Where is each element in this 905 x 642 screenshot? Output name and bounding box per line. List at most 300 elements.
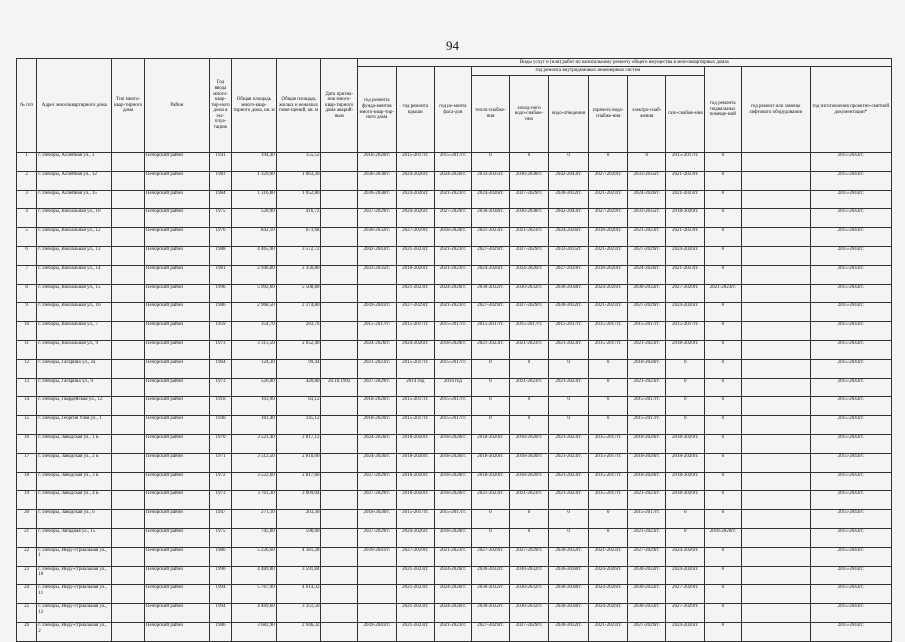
row-cold-water: 2027-2029гг.: [510, 303, 549, 322]
row-gas: 2018-2020гг.: [666, 340, 705, 359]
row-number: 26: [17, 622, 37, 641]
row-total-area: 2 946,00: [232, 265, 277, 284]
row-facade: 2021-2023гг.: [435, 246, 472, 265]
row-gas: 2015-2017гг.: [666, 153, 705, 172]
row-heat: 2027-2029гг.: [471, 547, 510, 566]
row-electric: 2024-2026гг.: [627, 265, 666, 284]
row-cold-water: 2027-2029гг.: [510, 547, 549, 566]
header-facade: год ре-монта фаса-дов: [435, 67, 472, 153]
row-facade: 2021-2023гг.: [435, 547, 472, 566]
header-district: Район: [144, 59, 209, 153]
row-gas: 2021-2023гг.: [666, 228, 705, 247]
row-docs: 2015-2043гг.: [810, 284, 891, 303]
row-roof: 2024-2026гг.: [396, 190, 435, 209]
row-docs: 2015-2043гг.: [810, 472, 891, 491]
row-date-recog: [321, 622, 358, 641]
row-date-recog: [321, 453, 358, 472]
row-docs: 2015-2043гг.: [810, 416, 891, 435]
row-type: [112, 303, 144, 322]
row-type: [112, 265, 144, 284]
table-row: [17, 604, 892, 623]
row-basement: 0: [705, 434, 742, 453]
row-roof: 2024-2026гг.: [396, 340, 435, 359]
row-number: 23: [17, 566, 37, 585]
row-address: г. Печоры, Заводская ул., 2 Б: [37, 453, 112, 472]
row-year-built: 1996: [209, 284, 231, 303]
row-type: [112, 322, 144, 341]
row-facade: 2024-2026гг.: [435, 566, 472, 585]
row-type: [112, 171, 144, 190]
row-year-built: 1986: [209, 303, 231, 322]
row-res-area: 673,68: [276, 228, 321, 247]
row-sewer: 2027-2029гг.: [548, 265, 589, 284]
row-sewer: 2015-2017гг.: [548, 322, 589, 341]
row-lift: [741, 453, 810, 472]
row-total-area: 520,90: [232, 209, 277, 228]
row-address: г. Печоры, Вокзальная ул., 10: [37, 209, 112, 228]
row-lift: [741, 340, 810, 359]
row-basement: 0: [705, 397, 742, 416]
row-district: Печорский район: [144, 284, 209, 303]
row-date-recog: [321, 510, 358, 529]
header-foundation: год ремонта фунда-ментов много-квар-тир-ного дома: [357, 67, 396, 153]
row-roof: 2027-2029гг.: [396, 303, 435, 322]
row-facade: 2018-2020гг.: [435, 472, 472, 491]
row-hot-water: 0: [589, 397, 628, 416]
row-address: г. Печоры, Вокзальная ул., 16: [37, 303, 112, 322]
header-address: Адрес многоквартирного дома: [37, 59, 112, 153]
row-total-area: 4 465,90: [232, 246, 277, 265]
row-hot-water: 2015-2017гг.: [589, 491, 628, 510]
row-electric: 2033-2035гг.: [627, 209, 666, 228]
row-district: Печорский район: [144, 491, 209, 510]
row-sewer: 2036-2038гг.: [548, 604, 589, 623]
row-cold-water: 2021-2023гг.: [510, 228, 549, 247]
row-cold-water: 2027-2029гг.: [510, 622, 549, 641]
row-lift: [741, 416, 810, 435]
row-electric: 2030-2032гг.: [627, 284, 666, 303]
row-docs: 2015-2043гг.: [810, 322, 891, 341]
row-date-recog: [321, 246, 358, 265]
row-gas: 2027-2029гг.: [666, 604, 705, 623]
row-gas: 0: [666, 528, 705, 547]
row-year-built: 1986: [209, 622, 231, 641]
row-total-area: 271,10: [232, 510, 277, 529]
row-type: [112, 153, 144, 172]
row-number: 16: [17, 434, 37, 453]
row-district: Печорский район: [144, 171, 209, 190]
row-sewer: 0: [548, 397, 589, 416]
table-row: [17, 622, 892, 641]
row-roof: 2015-2017гг.: [396, 359, 435, 378]
row-lift: [741, 265, 810, 284]
row-total-area: 526,00: [232, 378, 277, 397]
row-district: Печорский район: [144, 246, 209, 265]
row-heat: 2021-2023гг.: [471, 340, 510, 359]
row-facade: 2015-2017гг.: [435, 397, 472, 416]
row-gas: 2018-2020гг.: [666, 434, 705, 453]
table-row: [17, 228, 892, 247]
row-res-area: 283,76: [276, 322, 321, 341]
row-type: [112, 397, 144, 416]
row-res-area: 203,30: [276, 510, 321, 529]
header-basement: год ремонта подвальных помеще-ний: [705, 67, 742, 153]
row-date-recog: 20.10.1992: [321, 378, 358, 397]
row-type: [112, 510, 144, 529]
row-gas: 2018-2020гг.: [666, 472, 705, 491]
row-gas: 0: [666, 416, 705, 435]
row-number: 25: [17, 604, 37, 623]
row-address: г. Печоры, Георгия Улея ул., 1: [37, 416, 112, 435]
row-total-area: 3 315,50: [232, 340, 277, 359]
row-gas: 0: [666, 359, 705, 378]
row-res-area: 3 591,84: [276, 566, 321, 585]
row-electric: 2027-2029гг.: [627, 246, 666, 265]
row-basement: 0: [705, 190, 742, 209]
row-type: [112, 359, 144, 378]
row-cold-water: 2015-2017гг.: [510, 322, 549, 341]
row-type: [112, 491, 144, 510]
row-cold-water: 2030-2032гг.: [510, 284, 549, 303]
row-electric: 2030-2032гг.: [627, 604, 666, 623]
row-date-recog: [321, 209, 358, 228]
row-res-area: 83,12: [276, 397, 321, 416]
row-district: Печорский район: [144, 153, 209, 172]
row-year-built: 1986: [209, 547, 231, 566]
row-type: [112, 228, 144, 247]
row-sewer: 0: [548, 528, 589, 547]
row-number: 19: [17, 491, 37, 510]
row-foundation: 2027-2029гг.: [357, 491, 396, 510]
row-number: 6: [17, 246, 37, 265]
row-sewer: 2021-2023гг.: [548, 340, 589, 359]
row-total-area: 4 489,80: [232, 566, 277, 585]
row-heat: 2018-2020гг.: [471, 472, 510, 491]
row-hot-water: 2027-2029гг.: [589, 171, 628, 190]
row-address: г. Печоры, Заводская ул., 1 Б: [37, 434, 112, 453]
row-gas: 0: [666, 397, 705, 416]
row-sewer: 0: [548, 510, 589, 529]
row-basement: 0: [705, 209, 742, 228]
row-electric: 2030-2032гг.: [627, 585, 666, 604]
row-electric: 0: [627, 153, 666, 172]
row-lift: [741, 171, 810, 190]
row-facade: 2015-2017гг.: [435, 510, 472, 529]
table-row: [17, 284, 892, 303]
row-docs: 2015-2043гг.: [810, 397, 891, 416]
header-sewer: водо-отведения: [548, 76, 589, 153]
row-electric: 2027-2029гг.: [627, 622, 666, 641]
row-district: Печорский район: [144, 228, 209, 247]
row-sewer: 2030-2032гг.: [548, 622, 589, 641]
row-heat: 2021-2023гг.: [471, 228, 510, 247]
row-roof: 2024-2026гг.: [396, 528, 435, 547]
header-total-area: Общая площадь много-квар-тирного дома, кв. м: [232, 59, 277, 153]
row-address: г. Печоры, Вокзальная ул., 12: [37, 228, 112, 247]
row-gas: 2027-2029гг.: [666, 585, 705, 604]
header-electric: электро-снаб-жения: [627, 76, 666, 153]
header-lift: год ремонт или замены лифтового оборудования: [741, 67, 810, 153]
table-row: [17, 340, 892, 359]
row-heat: 2027-2029гг.: [471, 622, 510, 641]
row-roof: 2018-2020гг.: [396, 453, 435, 472]
row-lift: [741, 604, 810, 623]
row-foundation: 2036-2038гг.: [357, 190, 396, 209]
row-basement: 2018-2020гг.: [705, 528, 742, 547]
row-year-built: 1941: [209, 153, 231, 172]
row-hot-water: 2024-2026гг.: [589, 284, 628, 303]
row-heat: 2024-2026гг.: [471, 190, 510, 209]
row-hot-water: 0: [589, 528, 628, 547]
row-res-area: 2 356,80: [276, 265, 321, 284]
row-basement: 0: [705, 566, 742, 585]
row-year-built: 1964: [209, 359, 231, 378]
row-heat: 0: [471, 378, 510, 397]
row-foundation: [357, 585, 396, 604]
row-type: [112, 566, 144, 585]
row-district: Печорский район: [144, 566, 209, 585]
row-address: г. Печоры, Инду-стриальная ул., 1: [37, 547, 112, 566]
row-sewer: 2042-2043гг.: [548, 171, 589, 190]
row-foundation: [357, 566, 396, 585]
row-address: г. Печоры, Аллейная ул., 1: [37, 153, 112, 172]
row-hot-water: 2015-2017гг.: [589, 434, 628, 453]
row-electric: 2030-2032гг.: [627, 566, 666, 585]
table-row: [17, 472, 892, 491]
row-heat: 0: [471, 416, 510, 435]
row-heat: 0: [471, 153, 510, 172]
row-hot-water: 2021-2023гг.: [589, 246, 628, 265]
row-docs: 2015-2043гг.: [810, 228, 891, 247]
table-body: [17, 153, 892, 642]
table-row: [17, 378, 892, 397]
row-res-area: 3 351,50: [276, 604, 321, 623]
header-roof: год ремонта крыши: [396, 67, 435, 153]
row-address: г. Печоры, Инду-стриальная ул., 2: [37, 622, 112, 641]
row-electric: 2033-2035гг.: [627, 171, 666, 190]
row-foundation: 2033-2035гг.: [357, 265, 396, 284]
row-roof: 2018-2020гг.: [396, 491, 435, 510]
row-facade: 2024-2026гг.: [435, 604, 472, 623]
row-gas: 0: [666, 378, 705, 397]
row-heat: 2024-2026гг.: [471, 265, 510, 284]
row-date-recog: [321, 359, 358, 378]
row-cold-water: 2027-2029гг.: [510, 246, 549, 265]
row-type: [112, 434, 144, 453]
row-district: Печорский район: [144, 453, 209, 472]
row-type: [112, 622, 144, 641]
header-gas: газо-снабже-ния: [666, 76, 705, 153]
row-facade: 2021-2023гг.: [435, 265, 472, 284]
row-date-recog: [321, 604, 358, 623]
row-date-recog: [321, 416, 358, 435]
row-basement: 0: [705, 510, 742, 529]
row-docs: 2015-2043гг.: [810, 566, 891, 585]
row-year-built: 1972: [209, 472, 231, 491]
row-address: г. Печоры, Западная ул., 15: [37, 528, 112, 547]
row-hot-water: 2024-2026гг.: [589, 566, 628, 585]
row-cold-water: 2018-2020гг.: [510, 453, 549, 472]
row-district: Печорский район: [144, 303, 209, 322]
row-res-area: 2 817,60: [276, 472, 321, 491]
row-hot-water: 2021-2023гг.: [589, 303, 628, 322]
row-heat: 2030-2032гг.: [471, 566, 510, 585]
row-cold-water: 2021-2023гг.: [510, 378, 549, 397]
row-type: [112, 209, 144, 228]
row-res-area: 596,00: [276, 528, 321, 547]
row-lift: [741, 284, 810, 303]
row-number: 4: [17, 209, 37, 228]
row-lift: [741, 378, 810, 397]
row-cold-water: 0: [510, 416, 549, 435]
row-number: 3: [17, 190, 37, 209]
row-year-built: 1973: [209, 491, 231, 510]
row-foundation: 2030-2032гг.: [357, 228, 396, 247]
row-roof: 2021-2023гг.: [396, 622, 435, 641]
row-sewer: 2030-2032гг.: [548, 303, 589, 322]
row-sewer: 2036-2038гг.: [548, 566, 589, 585]
row-total-area: 745,00: [232, 528, 277, 547]
row-docs: 2015-2043гг.: [810, 246, 891, 265]
row-hot-water: 0: [589, 510, 628, 529]
table-row: [17, 171, 892, 190]
table-row: [17, 190, 892, 209]
row-hot-water: 2024-2026гг.: [589, 585, 628, 604]
row-address: г. Печоры, Вокзальная ул., 13: [37, 246, 112, 265]
table-row: [17, 434, 892, 453]
table-row: [17, 416, 892, 435]
row-district: Печорский район: [144, 416, 209, 435]
row-address: г. Печоры, Гагарина ул., 9: [37, 378, 112, 397]
row-basement: 0: [705, 171, 742, 190]
row-electric: 2021-2023гг.: [627, 228, 666, 247]
row-type: [112, 547, 144, 566]
row-total-area: 4 469,60: [232, 604, 277, 623]
row-type: [112, 416, 144, 435]
row-basement: 0: [705, 416, 742, 435]
row-electric: 2018-2020гг.: [627, 434, 666, 453]
row-address: г. Печоры, Вокзальная ул., 7: [37, 322, 112, 341]
row-facade: 2021-2023гг.: [435, 303, 472, 322]
row-sewer: 2024-2026гг.: [548, 228, 589, 247]
row-year-built: 1994: [209, 585, 231, 604]
row-address: г. Печоры, Инду-стриальная ул., 12: [37, 604, 112, 623]
row-total-area: 181,40: [232, 416, 277, 435]
row-roof: 2018-2020гг.: [396, 265, 435, 284]
table-row: [17, 510, 892, 529]
row-cold-water: 0: [510, 153, 549, 172]
row-roof: 2027-2029гг.: [396, 228, 435, 247]
row-gas: 2027-2029гг.: [666, 284, 705, 303]
table-row: [17, 528, 892, 547]
row-total-area: 103,90: [232, 397, 277, 416]
row-basement: 0: [705, 265, 742, 284]
table-row: [17, 453, 892, 472]
row-roof: 2027-2029гг.: [396, 547, 435, 566]
row-roof: 2021-2023гг.: [396, 585, 435, 604]
table-row: [17, 209, 892, 228]
row-cold-water: 2021-2023гг.: [510, 340, 549, 359]
row-foundation: 2024-2026гг.: [357, 434, 396, 453]
row-number: 20: [17, 510, 37, 529]
row-number: 7: [17, 265, 37, 284]
row-basement: 0: [705, 303, 742, 322]
row-heat: 0: [471, 510, 510, 529]
row-district: Печорский район: [144, 359, 209, 378]
row-heat: 2030-2032гг.: [471, 284, 510, 303]
row-date-recog: [321, 153, 358, 172]
row-heat: 0: [471, 528, 510, 547]
row-sewer: 0: [548, 153, 589, 172]
row-year-built: 1990: [209, 566, 231, 585]
row-number: 14: [17, 397, 37, 416]
row-date-recog: [321, 397, 358, 416]
row-address: г. Печоры, Вокзальная ул., 15: [37, 284, 112, 303]
row-heat: 2030-2032гг.: [471, 604, 510, 623]
table-row: [17, 322, 892, 341]
row-year-built: 1959: [209, 322, 231, 341]
row-total-area: 3 522,00: [232, 472, 277, 491]
row-total-area: 3 512,50: [232, 453, 277, 472]
row-foundation: 2024-2026гг.: [357, 340, 396, 359]
row-date-recog: [321, 303, 358, 322]
row-res-area: 145,12: [276, 416, 321, 435]
row-year-built: 1973: [209, 340, 231, 359]
row-res-area: 3 572,72: [276, 246, 321, 265]
row-district: Печорский район: [144, 528, 209, 547]
row-total-area: 354,70: [232, 322, 277, 341]
row-type: [112, 284, 144, 303]
header-date-recog: Дата призна-ния много-квар-тирного дома аварий-ным: [321, 59, 358, 153]
row-number: 24: [17, 585, 37, 604]
row-facade: 2015-2017гг.: [435, 322, 472, 341]
table-row: [17, 359, 892, 378]
row-district: Печорский район: [144, 547, 209, 566]
row-sewer: 0: [548, 416, 589, 435]
row-hot-water: 2015-2017гг.: [589, 472, 628, 491]
row-district: Печорский район: [144, 340, 209, 359]
row-type: [112, 340, 144, 359]
row-foundation: 2015-2017гг.: [357, 322, 396, 341]
row-hot-water: 2027-2029гг.: [589, 209, 628, 228]
row-total-area: 124,30: [232, 359, 277, 378]
row-total-area: 3 521,40: [232, 434, 277, 453]
row-address: г. Печоры, Заводская ул., 4 Б: [37, 491, 112, 510]
row-hot-water: 2024-2026гг.: [589, 604, 628, 623]
table-row: [17, 153, 892, 172]
row-foundation: 2027-2029гг.: [357, 209, 396, 228]
row-facade: 2014 год: [435, 378, 472, 397]
row-heat: 2021-2023гг.: [471, 491, 510, 510]
row-hot-water: 2015-2017гг.: [589, 340, 628, 359]
row-number: 1: [17, 153, 37, 172]
row-year-built: 1970: [209, 434, 231, 453]
table-row: [17, 566, 892, 585]
row-electric: 2021-2023гг.: [627, 528, 666, 547]
row-facade: 2024-2026гг.: [435, 284, 472, 303]
row-sewer: 2030-2032гг.: [548, 547, 589, 566]
row-basement: 2021-2023гг.: [705, 284, 742, 303]
row-docs: 2015-2043гг.: [810, 171, 891, 190]
row-hot-water: 0: [589, 378, 628, 397]
row-electric: 2018-2020гг.: [627, 453, 666, 472]
row-facade: 2018-2020гг.: [435, 528, 472, 547]
row-lift: [741, 359, 810, 378]
row-res-area: 416,72: [276, 209, 321, 228]
row-type: [112, 378, 144, 397]
row-hot-water: 2021-2023гг.: [589, 622, 628, 641]
row-res-area: 1 063,20: [276, 171, 321, 190]
